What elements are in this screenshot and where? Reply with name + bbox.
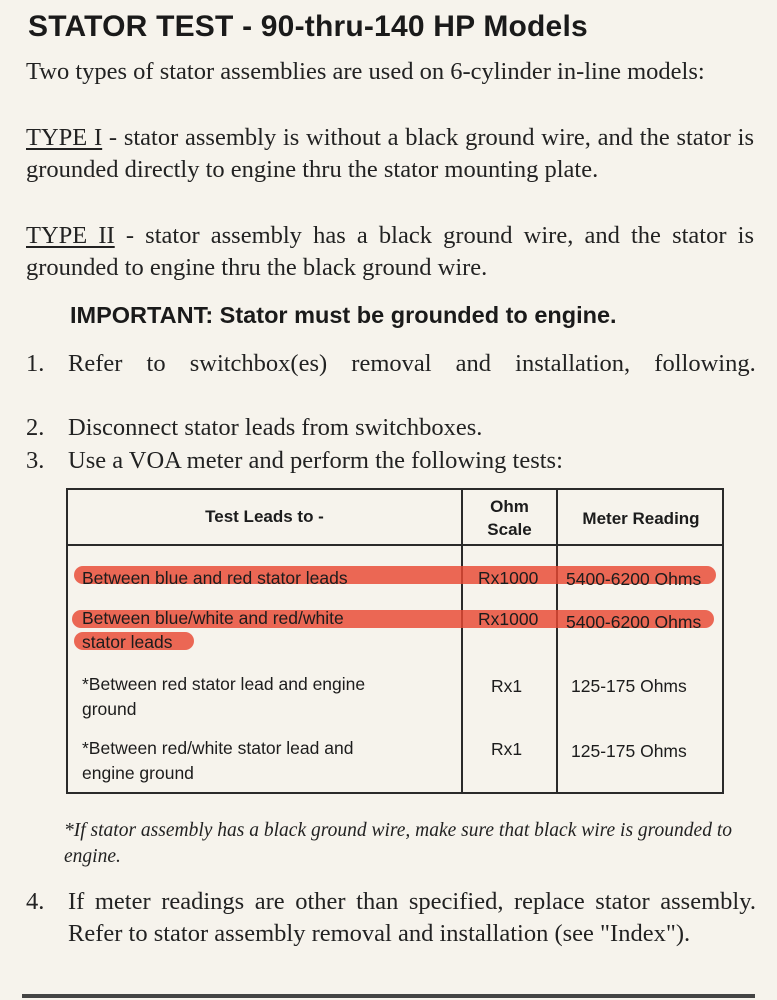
column-divider [556, 490, 558, 792]
row-4-leads-line1: *Between red/white stator lead and [82, 738, 354, 758]
row-3-leads-line2: ground [82, 699, 137, 719]
type-2-text: - stator assembly has a black ground wire, and the stator is grounded to engine thru the black ground wire. [26, 222, 754, 281]
row-2-leads-line1: Between blue/white and red/white [82, 608, 344, 628]
important-note: IMPORTANT: Stator must be grounded to engine. [70, 302, 617, 328]
step-text: Disconnect stator leads from switchboxes. [68, 414, 483, 441]
row-2-reading: 5400-6200 Ohms [566, 612, 702, 632]
step-text: Refer to switchbox(es) removal and installation, following. [68, 350, 756, 377]
row-2-scale: Rx1000 [478, 609, 539, 629]
row-3-leads-line1: *Between red stator lead and engine [82, 674, 366, 694]
header-test-leads: Test Leads to - [205, 507, 324, 526]
step-number: 2. [26, 414, 45, 441]
row-1-reading: 5400-6200 Ohms [566, 569, 702, 589]
row-4-leads-line2: engine ground [82, 763, 194, 783]
header-divider [68, 544, 722, 546]
step-number: 4. [26, 888, 45, 915]
footnote: *If stator assembly has a black ground wire, make sure that black wire is grounded to engine. [64, 820, 732, 867]
row-2-leads-line2: stator leads [82, 632, 173, 652]
header-ohm-scale-line1: Ohm [490, 497, 529, 516]
step-text: If meter readings are other than specified, replace stator assembly. Refer to stator assembly removal and installation (see "Index"). [68, 888, 756, 947]
type-1-description [26, 122, 754, 186]
row-4-reading: 125-175 Ohms [571, 741, 687, 761]
step-text: Use a VOA meter and perform the following tests: [68, 447, 563, 474]
intro-paragraph: Two types of stator assemblies are used on 6-cylinder in-line models: [26, 58, 705, 85]
row-4-scale: Rx1 [491, 739, 523, 759]
row-3-reading: 125-175 Ohms [571, 676, 687, 696]
step-2 [26, 412, 756, 444]
step-number: 3. [26, 447, 45, 474]
header-ohm-scale-line2: Scale [487, 520, 532, 539]
header-meter-reading: Meter Reading [582, 509, 700, 528]
type-1-label: TYPE I [26, 124, 103, 151]
row-1-leads: Between blue and red stator leads [82, 568, 348, 588]
step-4 [26, 886, 756, 950]
row-1-scale: Rx1000 [478, 568, 539, 588]
type-2-description [26, 220, 754, 284]
step-1 [26, 348, 756, 380]
page-title: STATOR TEST - 90-thru-140 HP Models [28, 10, 588, 43]
type-2-label: TYPE II [26, 222, 115, 249]
type-1-text: - stator assembly is without a black ground wire, and the stator is grounded directly to engine thru the stator mounting plate. [26, 124, 754, 183]
page-bottom-rule [22, 994, 755, 998]
step-3 [26, 445, 756, 477]
row-3-scale: Rx1 [491, 676, 523, 696]
test-table [66, 488, 724, 794]
step-number: 1. [26, 350, 45, 377]
